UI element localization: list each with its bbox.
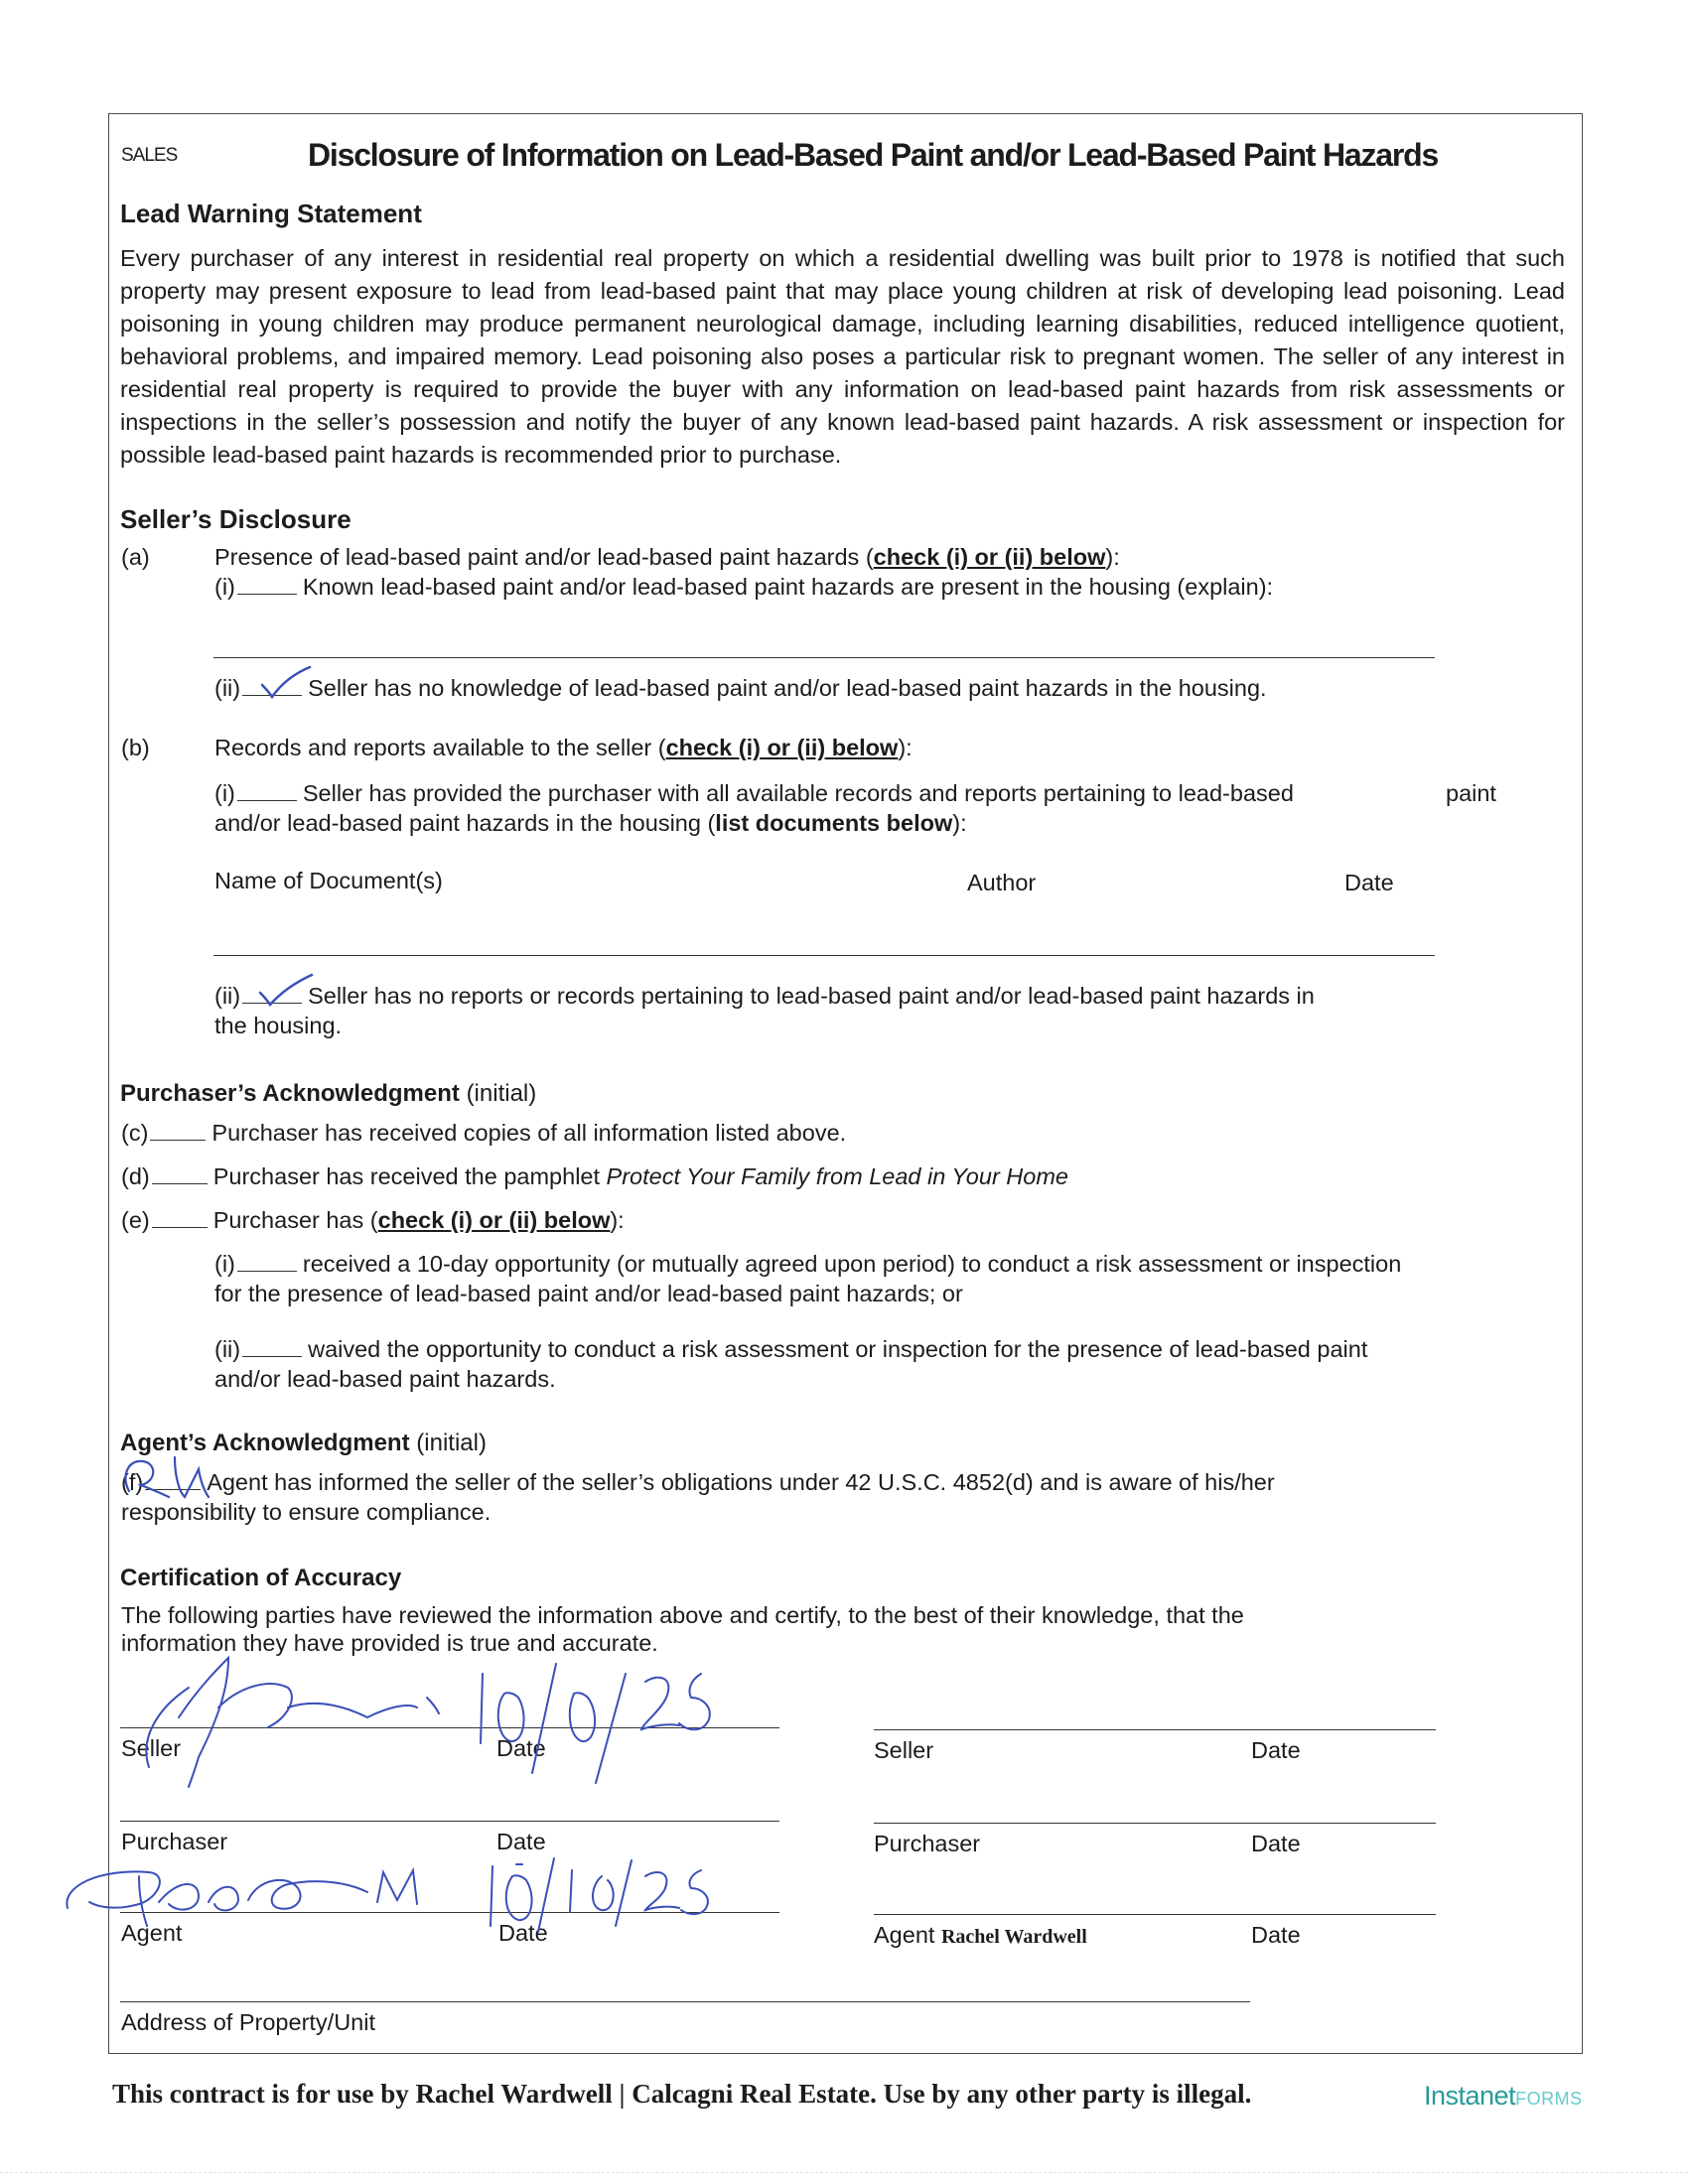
- purchaser-ack-heading: Purchaser’s Acknowledgment (initial): [120, 1080, 537, 1107]
- seller-disclosure-heading: Seller’s Disclosure: [120, 504, 352, 534]
- certification-heading: Certification of Accuracy: [120, 1565, 402, 1591]
- item-e-i-cont: for the presence of lead-based paint and/or lead-based paint hazards; or: [214, 1281, 963, 1306]
- item-a-i: (i) Known lead-based paint and/or lead-based paint hazards are present in the housing (explain):: [214, 574, 1274, 600]
- agent-handwritten-signature: [60, 1848, 457, 1938]
- seller2-signature-line[interactable]: [874, 1729, 1436, 1730]
- agent-ack-heading: Agent’s Acknowledgment (initial): [120, 1430, 487, 1456]
- item-b-i-blank[interactable]: [237, 780, 297, 801]
- item-e-blank[interactable]: [152, 1207, 208, 1228]
- seller2-label: Seller: [874, 1737, 934, 1763]
- certification-text-cont: information they have provided is true and accurate.: [121, 1630, 658, 1656]
- agent-handwritten-date: [483, 1846, 711, 1936]
- explain-line[interactable]: [213, 657, 1435, 658]
- item-e-i-blank[interactable]: [237, 1251, 297, 1272]
- item-e: (e) Purchaser has (check (i) or (ii) below):: [121, 1207, 625, 1233]
- item-a-label: (a): [121, 544, 150, 570]
- item-e-ii: (ii) waived the opportunity to conduct a risk assessment or inspection for the presence of lead-based paint: [214, 1336, 1368, 1362]
- instanet-forms-logo: InstanetFORMS: [1424, 2081, 1583, 2111]
- lead-warning-heading: Lead Warning Statement: [120, 199, 422, 228]
- item-e-i: (i) received a 10-day opportunity (or mutually agreed upon period) to conduct a risk assessment or inspection: [214, 1251, 1402, 1277]
- item-a-i-blank[interactable]: [237, 574, 297, 595]
- scan-edge-divider: [0, 2172, 1688, 2173]
- purchaser-label: Purchaser: [121, 1829, 228, 1854]
- item-c-blank[interactable]: [150, 1120, 206, 1141]
- item-d: (d) Purchaser has received the pamphlet Protect Your Family from Lead in Your Home: [121, 1163, 1068, 1189]
- seller2-date-label: Date: [1251, 1737, 1301, 1763]
- doc-name-header: Name of Document(s): [214, 868, 443, 893]
- item-d-blank[interactable]: [152, 1163, 208, 1184]
- item-b-ii: (ii) Seller has no reports or records pertaining to lead-based paint and/or lead-based paint hazards in: [214, 983, 1315, 1009]
- agent2-signature-line[interactable]: [874, 1914, 1436, 1915]
- documents-line[interactable]: [213, 955, 1435, 956]
- seller-handwritten-signature: [119, 1648, 477, 1797]
- address-line[interactable]: [120, 2001, 1250, 2002]
- checkmark-icon: [256, 663, 316, 703]
- purchaser2-label: Purchaser: [874, 1831, 981, 1856]
- checkmark-icon: [254, 971, 318, 1011]
- item-a-text: Presence of lead-based paint and/or lead-based paint hazards (check (i) or (ii) below):: [214, 544, 1120, 570]
- doc-author-header: Author: [967, 870, 1037, 895]
- purchaser2-date-label: Date: [1251, 1831, 1301, 1856]
- lead-warning-text: Every purchaser of any interest in residential real property on which a residential dwelling was built prior to 1978 is notified that such property may present exposure to lead from lead-based paint that may place young children at risk of developing lead poisoning. Lead poisoning in young children may produce permanent neurological damage, including learning disabilities, reduced intelligence quotient, behavioral problems, and impaired memory. Lead poisoning also poses a particular risk to pregnant women. The seller of any interest in residential real property is required to provide the buyer with any information on lead-based paint hazards from risk assessments or inspections in the seller’s possession and notify the buyer of any known lead-based paint hazards. A risk assessment or inspection for possible lead-based paint hazards is recommended prior to purchase.: [120, 245, 1565, 468]
- item-e-ii-blank[interactable]: [242, 1336, 302, 1357]
- doc-date-header: Date: [1344, 870, 1394, 895]
- footer-notice: This contract is for use by Rachel Wardwell | Calcagni Real Estate. Use by any other party is illegal.: [112, 2079, 1252, 2109]
- item-e-ii-cont: and/or lead-based paint hazards.: [214, 1366, 556, 1392]
- agent-date-label: Date: [498, 1920, 548, 1946]
- form-tag: SALES: [121, 145, 178, 166]
- item-b-ii-cont: the housing.: [214, 1013, 343, 1038]
- seller-handwritten-date: [467, 1654, 725, 1783]
- agent2-date-label: Date: [1251, 1922, 1301, 1948]
- item-f: (f) Agent has informed the seller of the seller’s obligations under 42 U.S.C. 4852(d) and is aware of his/her: [121, 1469, 1275, 1495]
- form-title: Disclosure of Information on Lead-Based Paint and/or Lead-Based Paint Hazards: [308, 137, 1439, 173]
- item-b-label: (b): [121, 735, 150, 760]
- agent-name: Rachel Wardwell: [940, 1926, 1087, 1948]
- purchaser-signature-line[interactable]: [120, 1821, 779, 1822]
- item-f-cont: responsibility to ensure compliance.: [121, 1499, 492, 1525]
- seller-label: Seller: [121, 1735, 182, 1761]
- address-label: Address of Property/Unit: [121, 2009, 375, 2035]
- item-b-text: Records and reports available to the seller (check (i) or (ii) below):: [214, 735, 913, 760]
- purchaser2-signature-line[interactable]: [874, 1823, 1436, 1824]
- seller-date-label: Date: [496, 1735, 546, 1761]
- item-b-i-cont: and/or lead-based paint hazards in the housing (list documents below):: [214, 810, 967, 836]
- agent-label: Agent: [121, 1920, 183, 1946]
- item-b-i-paint: paint: [1446, 780, 1496, 806]
- purchaser-date-label: Date: [496, 1829, 546, 1854]
- item-a-ii: (ii) Seller has no knowledge of lead-based paint and/or lead-based paint hazards in the housing.: [214, 675, 1267, 701]
- certification-text: The following parties have reviewed the information above and certify, to the best of their knowledge, that the: [121, 1602, 1244, 1628]
- item-b-i: (i) Seller has provided the purchaser with all available records and reports pertaining to lead-based: [214, 780, 1294, 806]
- agent-initials-signature: [117, 1447, 216, 1507]
- item-c: (c) Purchaser has received copies of all information listed above.: [121, 1120, 847, 1146]
- agent2-label: Agent Rachel Wardwell: [874, 1922, 1087, 1948]
